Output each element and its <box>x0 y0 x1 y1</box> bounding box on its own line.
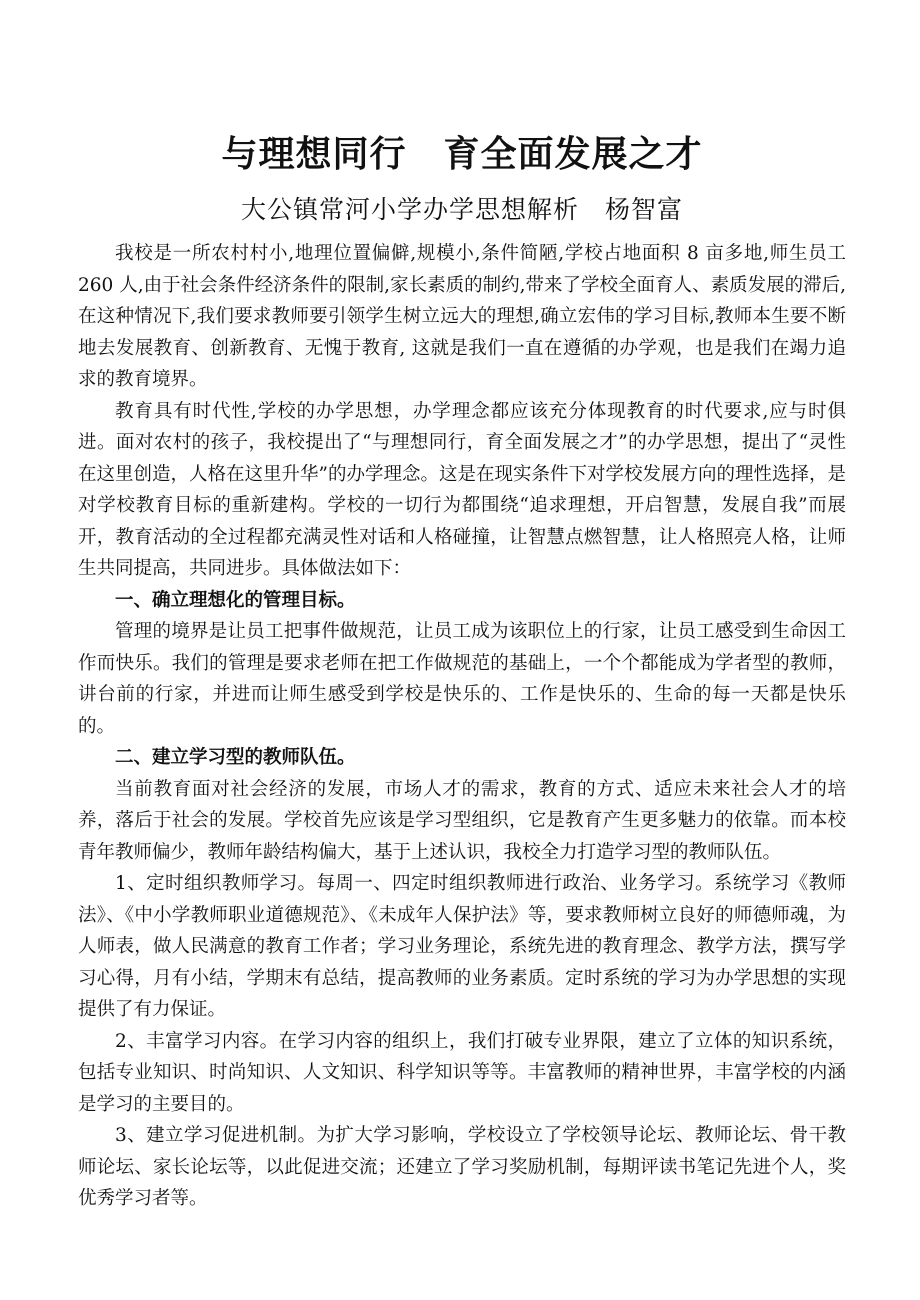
paragraph-item-2: 2、丰富学习内容。在学习内容的组织上，我们打破专业界限，建立了立体的知识系统，包括专业知识、时尚知识、人文知识、科学知识等等。丰富教师的精神世界，丰富学校的内涵是学习的主要目的。 <box>78 1030 846 1115</box>
document-title: 与理想同行 育全面发展之才 <box>221 133 703 175</box>
paragraph-management: 管理的境界是让员工把事件做规范，让员工成为该职位上的行家，让员工感受到生命因工作而快乐。我们的管理是要求老师在把工作做规范的基础上，一个个都能成为学者型的教师，讲台前的行家，并进而让师生感受到学校是快乐的、工作是快乐的、生命的每一天都是快乐的。 <box>78 621 846 737</box>
paragraph-teacher-team: 当前教育面对社会经济的发展，市场人才的需求，教育的方式、适应未来社会人才的培养，落后于社会的发展。学校首先应该是学习型组织，它是教育产生更多魅力的依靠。而本校青年教师偏少，教师年龄结构偏大，基于上述认识，我校全力打造学习型的教师队伍。 <box>78 778 846 863</box>
document-subtitle: 大公镇常河小学办学思想解析 杨智富 <box>240 195 683 224</box>
paragraph-philosophy: 教育具有时代性,学校的办学思想，办学理念都应该充分体现教育的时代要求,应与时俱进。面对农村的孩子，我校提出了“与理想同行，育全面发展之才”的办学思想，提出了“灵性在这里创造，人格在这里升华”的办学理念。这是在现实条件下对学校发展方向的理性选择，是对学校教育目标的重新建构。学校的一切行为都围绕“追求理想，开启智慧，发展自我”而展开，教育活动的全过程都充满灵性对话和人格碰撞，让智慧点燃智慧，让人格照亮人格，让师生共同提高，共同进步。具体做法如下： <box>78 400 846 579</box>
section-heading-1: 一、确立理想化的管理目标。 <box>115 589 356 611</box>
section-heading-2: 二、建立学习型的教师队伍。 <box>115 747 356 768</box>
paragraph-item-1: 1、定时组织教师学习。每周一、四定时组织教师进行政治、业务学习。系统学习《教师法》、《中小学教师职业道德规范》、《未成年人保护法》等，要求教师树立良好的师德师魂，为人师表，做人民满意的教育工作者；学习业务理论，系统先进的教育理念、教学方法，撰写学习心得，月有小结，学期末有总结，提高教师的业务素质。定时系统的学习为办学思想的实现提供了有力保证。 <box>78 873 846 1020</box>
paragraph-intro: 我校是一所农村村小,地理位置偏僻,规模小,条件简陋,学校占地面积 8 亩多地,师生员工 260 人,由于社会条件经济条件的限制,家长素质的制约,带来了学校全面育人、素质发展的滞后,在这种情况下,我们要求教师要引领学生树立远大的理想,确立宏伟的学习目标,教师本生要不断地去发展教育、创新教育、无愧于教育, 这就是我们一直在遵循的办学观，也是我们在竭力追求的教育境界。 <box>78 243 846 390</box>
document-page <box>78 128 846 1215</box>
paragraph-item-3: 3、建立学习促进机制。为扩大学习影响，学校设立了学校领导论坛、教师论坛、骨干教师论坛、家长论坛等，以此促进交流；还建立了学习奖励机制，每期评读书笔记先进个人，奖优秀学习者等。 <box>78 1125 846 1209</box>
